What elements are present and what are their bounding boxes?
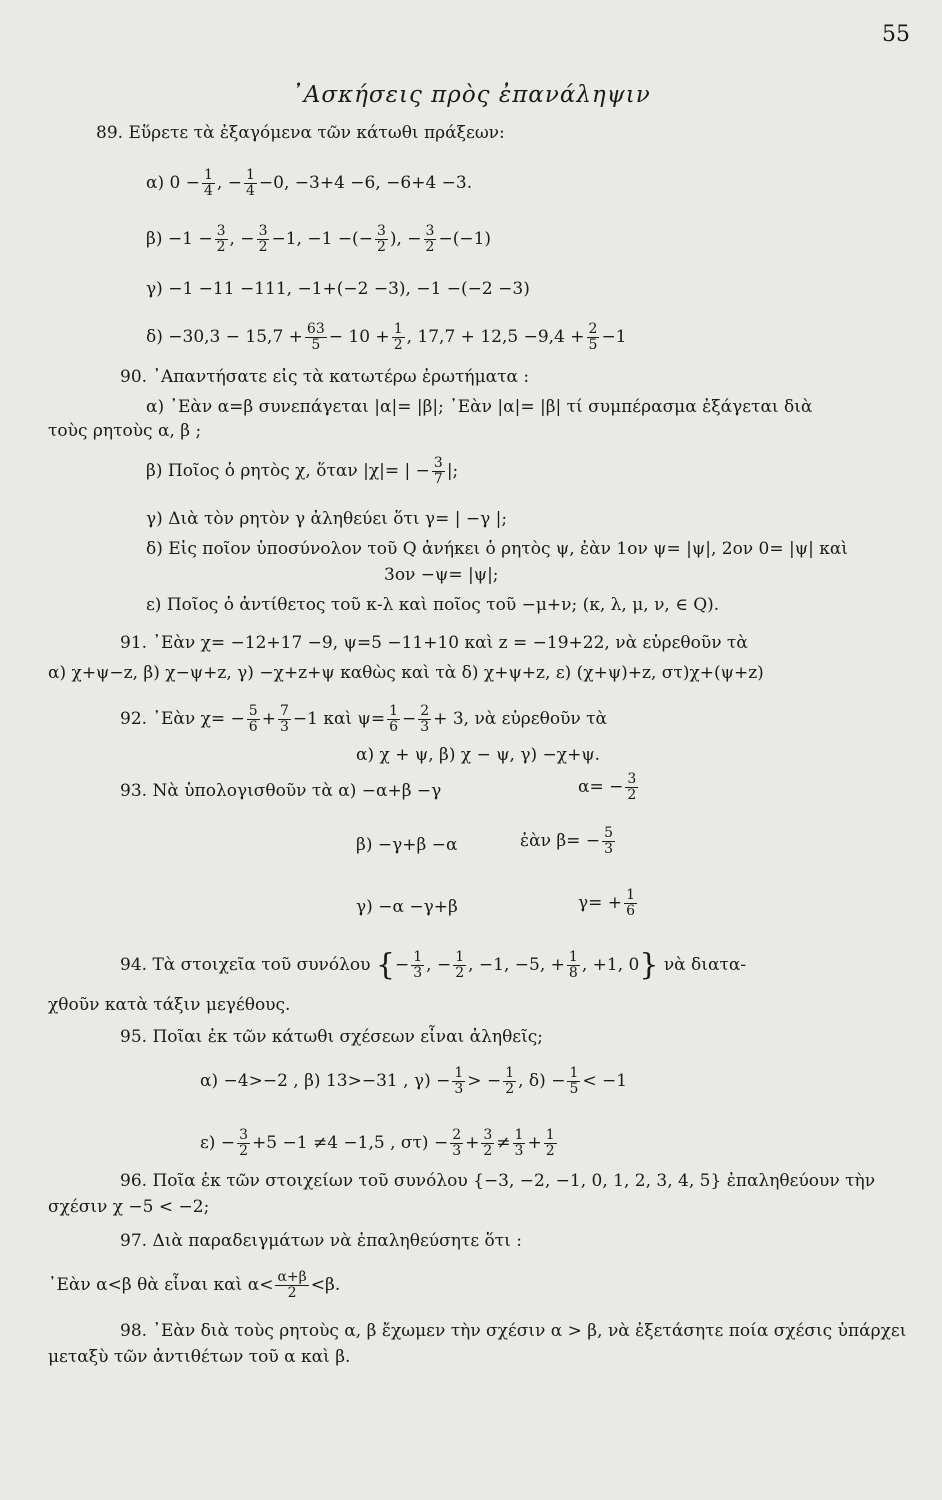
exercise-97-line2: ᾿Εὰν α<β θὰ εἶναι καὶ α< $\frac{\alpha+\beta}{2}$ <β. — [48, 1269, 341, 1301]
exercise-90-a-line2: τοὺς ρητοὺς α, β ; — [48, 421, 202, 441]
exercise-96-line2: σχέσιν χ −5 < −2; — [48, 1197, 210, 1217]
page-number: 55 — [882, 22, 910, 47]
exercise-93-c: γ) −α −γ+β — [356, 897, 458, 917]
exercise-92-line1: 92. ᾿Εὰν χ= − $\frac{5}{6}$ + $\frac{7}{3}$ −1 καὶ ψ= $\frac{1}{6}$ − $\frac{2}{3}$ + 3, νὰ εὑρεθοῦν τὰ — [120, 703, 608, 735]
exercise-89-c: γ) −1 −11 −111, −1+(−2 −3), −1 −(−2 −3) — [146, 279, 530, 299]
exercise-91-line1: 91. ᾿Εὰν χ= −12+17 −9, ψ=5 −11+10 καὶ z = −19+22, νὰ εὑρεθοῦν τὰ — [120, 633, 748, 653]
exercise-90-b: β) Ποῖος ὁ ρητὸς χ, ὅταν |χ|= | − $\frac{3}{7}$ |; — [146, 455, 459, 487]
exercise-90-heading: 90. ᾿Απαντήσατε εἰς τὰ κατωτέρω ἐρωτήματα : — [120, 367, 530, 387]
exercise-90-d-line1: δ) Εἰς ποῖον ὑποσύνολον τοῦ Q ἀνήκει ὁ ρητὸς ψ, ἐὰν 1ον ψ= |ψ|, 2ον 0= |ψ| καὶ — [146, 539, 848, 559]
exercise-95-line1: α) −4>−2 , β) 13>−31 , γ) − $\frac{1}{3}$ > − $\frac{1}{2}$ , δ) − $\frac{1}{5}$ < −1 — [200, 1065, 628, 1097]
exercise-89-b: β) −1 − $\frac{3}{2}$ , − $\frac{3}{2}$ −1, −1 −(− $\frac{3}{2}$ ), − $\frac{3}{2}$ −(−1) — [146, 223, 492, 255]
exercise-94-line2: χθοῦν κατὰ τάξιν μεγέθους. — [48, 995, 291, 1015]
exercise-97-line1: 97. Διὰ παραδειγμάτων νὰ ἐπαληθεύσητε ὅτι : — [120, 1231, 522, 1251]
exercise-90-c: γ) Διὰ τὸν ρητὸν γ ἀληθεύει ὅτι γ= | −γ |; — [146, 509, 508, 529]
section-title: ᾿Ασκήσεις πρὸς ἐπανάληψιν — [291, 82, 651, 108]
exercise-95-line2: ε) − $\frac{3}{2}$ +5 −1 ≠4 −1,5 , στ) − $\frac{2}{3}$ + $\frac{3}{2}$ ≠ $\frac{1}{3}$ + $\frac{1}{2}$ — [200, 1127, 555, 1159]
exercise-90-e: ε) Ποῖος ὁ ἀντίθετος τοῦ κ-λ καὶ ποῖος τοῦ −μ+ν; (κ, λ, μ, ν, ∈ Q). — [146, 595, 720, 615]
exercise-93-c-condition: γ= + $\frac{1}{6}$ — [578, 887, 635, 919]
exercise-98-line2: μεταξὺ τῶν ἀντιθέτων τοῦ α καὶ β. — [48, 1347, 351, 1367]
exercise-90-d-line2: 3ον −ψ= |ψ|; — [384, 565, 499, 585]
exercise-93-b-condition: ἐὰν β= − $\frac{5}{3}$ — [520, 825, 613, 857]
exercise-95-heading: 95. Ποῖαι ἐκ τῶν κάτωθι σχέσεων εἶναι ἀληθεῖς; — [120, 1027, 544, 1047]
exercise-90-a-line1: α) ᾿Εὰν α=β συνεπάγεται |α|= |β|; ᾿Εὰν |α|= |β| τί συμπέρασμα ἐξάγεται διὰ — [146, 397, 813, 417]
exercise-93-a: 93. Νὰ ὑπολογισθοῦν τὰ α) −α+β −γ — [120, 781, 442, 801]
exercise-96-line1: 96. Ποῖα ἐκ τῶν στοιχείων τοῦ συνόλου {−3, −2, −1, 0, 1, 2, 3, 4, 5} ἐπαληθεύουν τὴν — [120, 1171, 876, 1191]
exercise-93-b: β) −γ+β −α — [356, 835, 458, 855]
exercise-89-a: α) 0 − $\frac{1}{4}$ , − $\frac{1}{4}$ −0, −3+4 −6, −6+4 −3. — [146, 167, 473, 199]
exercise-89-d: δ) −30,3 − 15,7 + $\frac{63}{5}$ − 10 + $\frac{1}{2}$ , 17,7 + 12,5 −9,4 + $\frac{2}{5}$ −1 — [146, 321, 627, 353]
exercise-92-line2: α) χ + ψ, β) χ − ψ, γ) −χ+ψ. — [356, 745, 601, 765]
exercise-89-heading: 89. Εὕρετε τὰ ἐξαγόμενα τῶν κάτωθι πράξεων: — [96, 123, 505, 143]
exercise-98-line1: 98. ᾿Εὰν διὰ τοὺς ρητοὺς α, β ἔχωμεν τὴν σχέσιν α > β, νὰ ἐξετάσητε ποία σχέσις ὑπάρχει — [120, 1321, 907, 1341]
exercise-91-line2: α) χ+ψ−z, β) χ−ψ+z, γ) −χ+z+ψ καθὼς καὶ τὰ δ) χ+ψ+z, ε) (χ+ψ)+z, στ)χ+(ψ+z) — [48, 663, 764, 683]
exercise-93-a-condition: α= − $\frac{3}{2}$ — [578, 771, 637, 803]
exercise-94-line1: 94. Τὰ στοιχεῖα τοῦ συνόλου {− $\frac{1}{3}$ , − $\frac{1}{2}$ , −1, −5, + $\frac{1}{8}$ , +1, 0} νὰ διατα- — [120, 947, 747, 983]
